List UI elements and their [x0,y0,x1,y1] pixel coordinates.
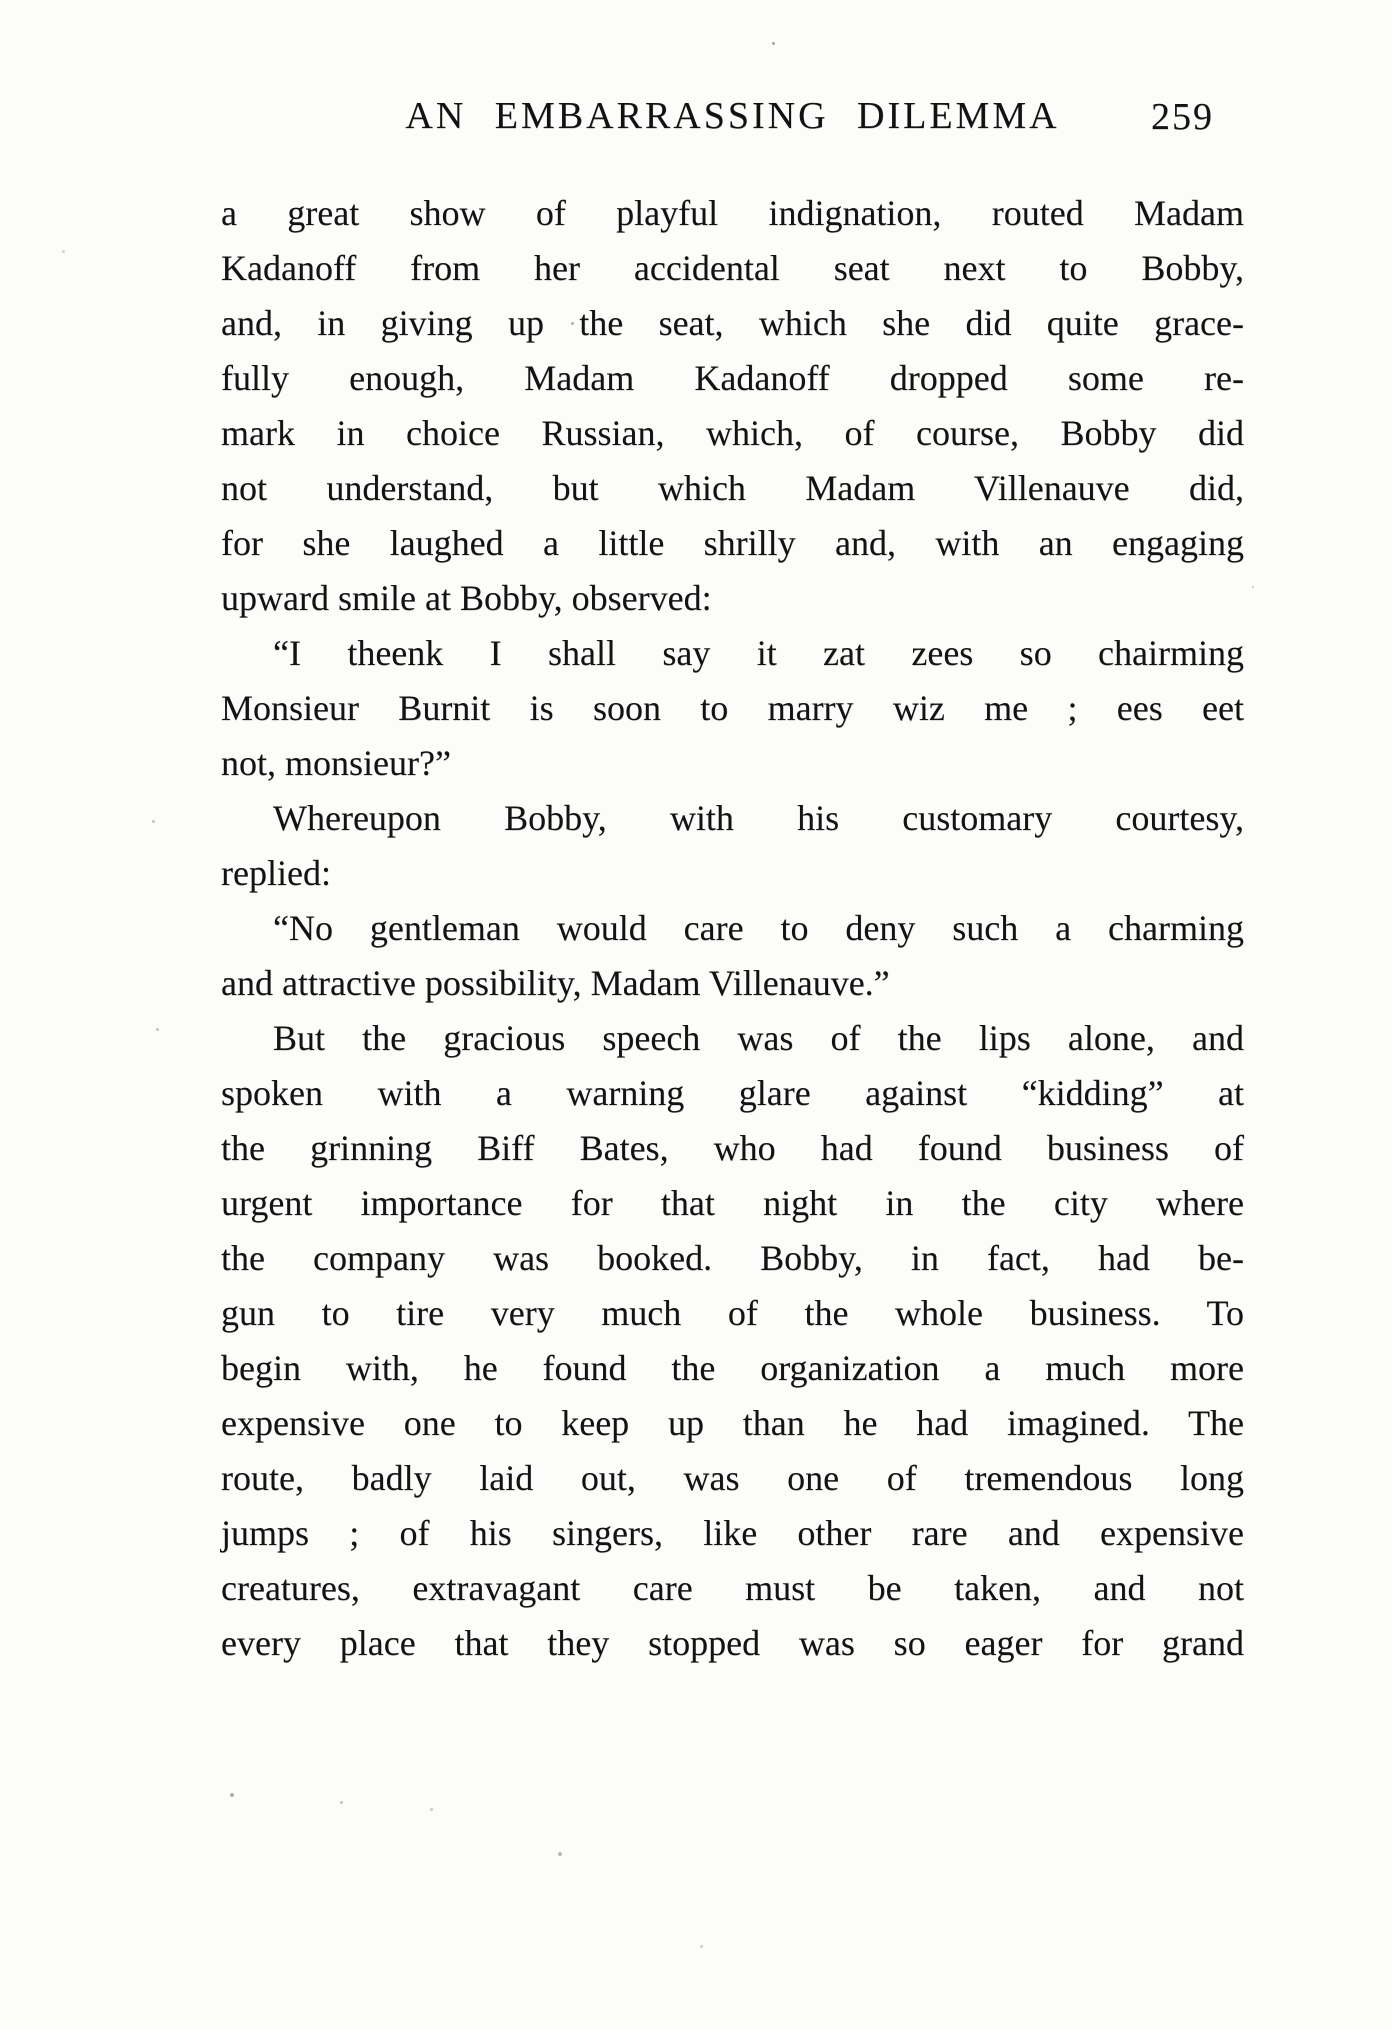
scan-speck [1252,586,1254,588]
text-line: not understand, but which Madam Villenauve did, [221,468,1244,508]
scan-speck [152,820,155,823]
scan-speck [571,322,574,325]
paragraph [221,186,1244,626]
scan-speck [340,1801,343,1804]
scan-speck [772,42,775,45]
scan-speck [230,1793,234,1797]
text-line: urgent importance for that night in the city where [221,1183,1244,1223]
text-line: upward smile at Bobby, observed: [221,578,712,618]
text-line: mark in choice Russian, which, of course, Bobby did [221,413,1244,453]
text-line: the company was booked. Bobby, in fact, had be- [221,1238,1244,1278]
text-line: a great show of playful indignation, routed Madam [221,193,1244,233]
text-line: and, in giving up the seat, which she did quite grace- [221,303,1244,343]
scan-speck [156,1028,159,1031]
chapter-title: AN EMBARRASSING DILEMMA [405,95,1060,137]
text-line: not, monsieur?” [221,743,451,783]
text-line: every place that they stopped was so eager for grand [221,1623,1244,1663]
scan-speck [700,1945,703,1948]
paragraph [221,626,1244,791]
running-header [221,94,1244,146]
text-line: “I theenk I shall say it zat zees so chairming [273,633,1244,673]
text-line: the grinning Biff Bates, who had found business of [221,1128,1244,1168]
page-number: 259 [1151,96,1214,138]
text-line: begin with, he found the organization a much more [221,1348,1244,1388]
text-line: for she laughed a little shrilly and, with an engaging [221,523,1244,563]
text-line: replied: [221,853,331,893]
paragraph [221,901,1244,1011]
text-line: expensive one to keep up than he had imagined. The [221,1403,1244,1443]
text-line: fully enough, Madam Kadanoff dropped some re- [221,358,1244,398]
text-line: gun to tire very much of the whole business. To [221,1293,1244,1333]
text-line: But the gracious speech was of the lips alone, and [273,1018,1244,1058]
paragraph [221,791,1244,901]
text-line: jumps ; of his singers, like other rare and expensive [221,1513,1244,1553]
text-line: Kadanoff from her accidental seat next to Bobby, [221,248,1244,288]
text-line: spoken with a warning glare against “kidding” at [221,1073,1244,1113]
text-line: Whereupon Bobby, with his customary courtesy, [273,798,1244,838]
body-text [221,186,1244,1671]
scan-speck [62,250,65,253]
text-line: Monsieur Burnit is soon to marry wiz me ; ees eet [221,688,1244,728]
text-line: creatures, extravagant care must be taken, and not [221,1568,1244,1608]
paragraph [221,1011,1244,1671]
scan-speck [1136,1530,1139,1533]
text-line: “No gentleman would care to deny such a charming [273,908,1244,948]
scan-speck [430,1808,433,1811]
text-line: and attractive possibility, Madam Villenauve.” [221,963,890,1003]
text-line: route, badly laid out, was one of tremendous long [221,1458,1244,1498]
scan-speck [558,1852,562,1856]
